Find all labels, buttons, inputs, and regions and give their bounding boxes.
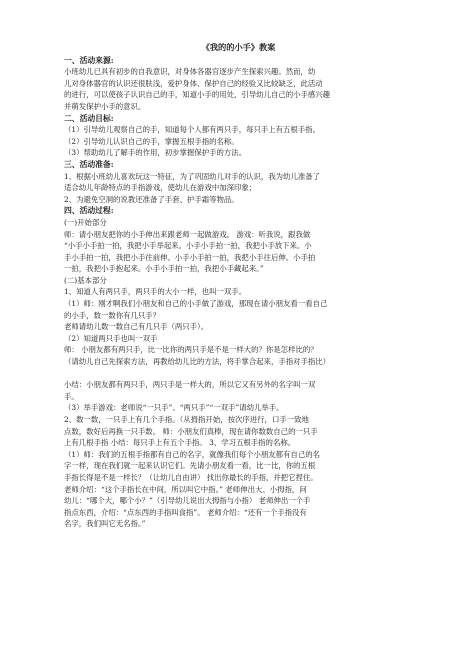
- text-line: 1、知道人有两只手，两只手的大小一样，也叫一双手。: [64, 287, 247, 297]
- text-line: （1）师：我们的五根手指都有自己的名字，就像我们每个小朋友都有自己的名: [64, 449, 320, 459]
- text-line: 老师请幼儿数一数自己有几只手（两只手）。: [64, 322, 209, 332]
- section-body-process: [64, 217, 413, 530]
- text-line: 小班幼儿已具有初步的自我意识，对身体各器官逐步产生探索兴趣。然而，幼: [64, 67, 316, 77]
- text-line: 儿对身体器官的认识还很肤浅，爱护身体、保护自己的经验又比较缺乏，此活动: [64, 78, 323, 88]
- text-line: 点数，数好后再换一只手数。 师：小朋友们真棒，现在请你数数自己的一只手: [64, 426, 318, 436]
- text-line: 的小手，数一数你有几只手？: [64, 310, 161, 320]
- text-line: （3）帮助幼儿了解手的作用，初步掌握保护手的方法。: [64, 148, 247, 158]
- text-line: (二)基本部分: [64, 275, 107, 285]
- text-line: 手。: [64, 391, 79, 401]
- section-heading-process: 四、活动过程:: [64, 206, 114, 216]
- section-heading-preparation: 三、活动准备:: [64, 159, 114, 169]
- text-line: 1、根据小班幼儿喜欢玩这一特征，为了巩固幼儿对手的认识，我为幼儿准备了: [64, 171, 320, 181]
- text-line: 2、数一数，一只手上有几个手指。（从拇指开始，按次序进行，口手一致地: [64, 415, 309, 424]
- text-line: （2）知道两只手也叫一双手: [64, 333, 158, 343]
- text-line: （2）引导幼儿认识自己的手，掌握五根手指的名称。: [64, 136, 239, 146]
- text-line: (一)开始部分: [64, 217, 107, 227]
- text-line: 幼儿：“哪个大，哪个小？”（引导幼儿说出大拇指与小指） 老师伸出一个手: [64, 496, 311, 506]
- text-line: 名字，我们叫它无名指。”: [64, 519, 146, 529]
- text-line: “小手小手拍一拍，我把小手举起来。小手小手拍一拍，我把小手放下来。小: [64, 241, 312, 251]
- text-line: （3）举手游戏：老师说“一只手”、“两只手”“一双手”请幼儿举手。: [64, 403, 284, 413]
- text-line: 手小手拍一拍，我把小手往前伸。小手小手拍一拍，我把小手往后伸。小手拍: [64, 252, 316, 262]
- text-line: 适合幼儿年龄特点的手指游戏，使幼儿在游戏中加深印象；: [64, 183, 257, 193]
- section-body-source: [64, 66, 413, 112]
- text-line: （1）引导幼儿观察自己的手，知道每个人都有两只手，每只手上有五根手指。: [64, 125, 320, 135]
- section-heading-goals: 二、活动目标:: [64, 113, 114, 123]
- section-heading-source: 一、活动来源:: [64, 55, 114, 65]
- text-line: 手指长得是不是一样长？（让幼儿自由讲） 找出你最长的手指，并把它捏住。: [64, 472, 318, 482]
- document-title: 《我的的小手》教案: [201, 42, 276, 52]
- text-line: （请幼儿自己先探索方法，再教给幼儿比的方法，将手掌合起来，手指对手指比）: [64, 357, 331, 367]
- section-body-goals: [64, 124, 413, 159]
- text-line: 指点东西，介绍：“点东西的手指叫食指”。 老师介绍：“还有一个手指没有: [64, 507, 307, 517]
- text-line: （1）师：刚才啊我们小朋友和自己的小手做了游戏，那现在请小朋友看一看自己: [64, 299, 328, 309]
- text-line: 字一样，现在我们就一起来认识它们。先请小朋友看一看，比一比，你的五根: [64, 461, 316, 471]
- text-line: 上有几根手指 小结：每只手上有五个手指。 3、学习五根手指的名称。: [64, 438, 296, 448]
- text-line: 小结：小朋友都有两只手，两只手是一样大的，所以它又有另外的名字叫一双: [64, 380, 316, 390]
- blank-line: [64, 368, 413, 380]
- text-line: 师：请小朋友把你的小手伸出来跟老师一起做游戏。 游戏：听我说，跟我做: [64, 229, 311, 239]
- section-body-preparation: [64, 171, 413, 206]
- text-line: 老师介绍：“这个手指长在中间，所以叫它中指。” 老师伸出大、小拇指，问: [64, 484, 307, 494]
- text-line: 的进行，可以使孩子认识自己的手，知道小手的用处，引导幼儿自己的小手感兴趣: [64, 90, 331, 100]
- text-line: 2、为避免空洞的说教还准备了手套、护手霜等物品。: [64, 194, 239, 204]
- text-line: 一拍，我把小手抱起来。小手小手拍一拍，我把小手藏起来。”: [64, 264, 264, 274]
- text-line: 师： 小朋友都有两只手，比一比你的两只手是不是一样大的？你是怎样比的？: [64, 345, 318, 355]
- text-line: 并萌发保护小手的意识。: [64, 101, 146, 111]
